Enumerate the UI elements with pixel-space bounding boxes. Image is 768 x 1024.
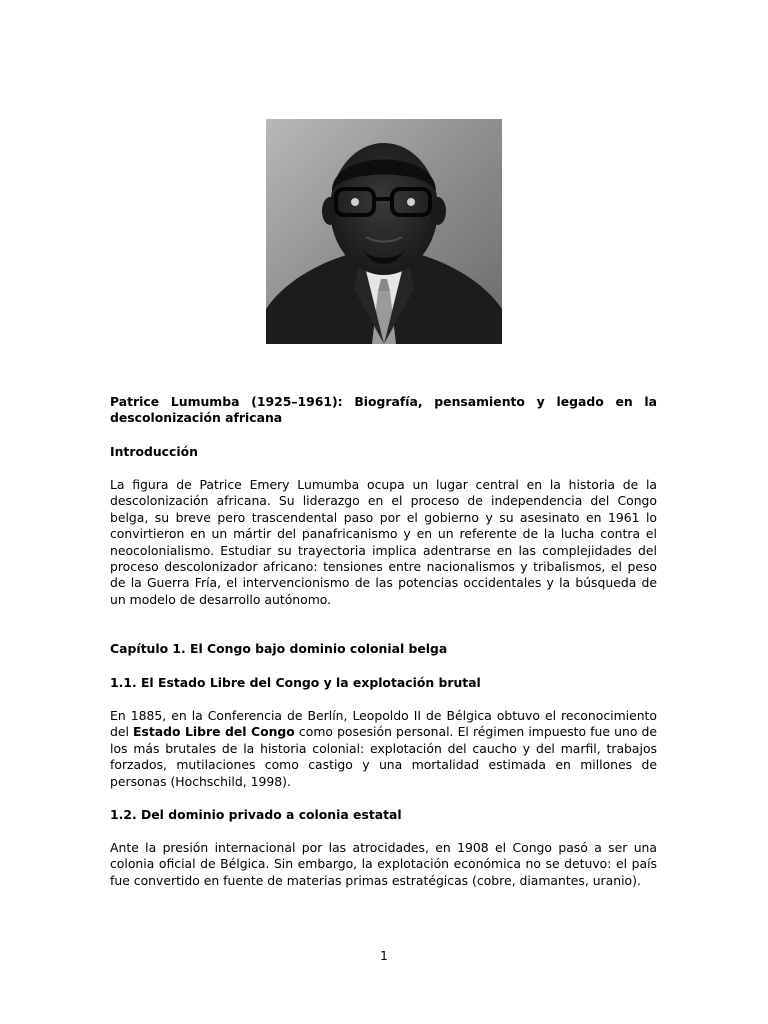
portrait-image [266, 119, 502, 344]
section-1-1-paragraph [110, 708, 657, 790]
page-number: 1 [380, 948, 388, 963]
section-1-1-bold-term: Estado Libre del Congo [133, 724, 295, 740]
introduction-paragraph: La figura de Patrice Emery Lumumba ocupa un lugar central en la historia de la descolonización africana. Su liderazgo en el proceso de independencia del Congo belga, su breve pero trascendental paso por el gobierno y su asesinato en 1961 lo convirtieron en un mártir del panafricanismo y en un referente de la lucha contra el neocolonialismo. Estudiar su trayectoria implica adentrarse en las complejidades del proceso descolonizador africano: tensiones entre nacionalismos y tribalismos, el peso de la Guerra Fría, el intervencionismo de las potencias occidentales y la búsqueda de un modelo de desarrollo autónomo. [110, 477, 657, 607]
section-1-1-text-after: como posesión personal. El régimen impuesto fue uno de los más brutales de la historia colonial: explotación del caucho y del marfil, trabajos forzados, mutilaciones como castigo y una mortalidad estimada en millones de personas (Hochschild, 1998). [110, 724, 657, 789]
document-title: Patrice Lumumba (1925–1961): Biografía, pensamiento y legado en la descolonización africana [110, 394, 657, 426]
section-1-1-heading: 1.1. El Estado Libre del Congo y la explotación brutal [110, 675, 481, 690]
section-1-2-heading: 1.2. Del dominio privado a colonia estatal [110, 807, 402, 822]
section-1-1-text-before: En 1885, en la Conferencia de Berlín, Leopoldo II de Bélgica obtuvo el reconocimiento del [110, 708, 657, 740]
chapter-1-heading: Capítulo 1. El Congo bajo dominio colonial belga [110, 641, 448, 656]
portrait-photo [266, 119, 502, 344]
introduction-heading: Introducción [110, 444, 198, 459]
section-1-2-paragraph: Ante la presión internacional por las atrocidades, en 1908 el Congo pasó a ser una colonia oficial de Bélgica. Sin embargo, la explotación económica no se detuvo: el país fue convertido en fuente de materias primas estratégicas (cobre, diamantes, uranio). [110, 840, 657, 888]
